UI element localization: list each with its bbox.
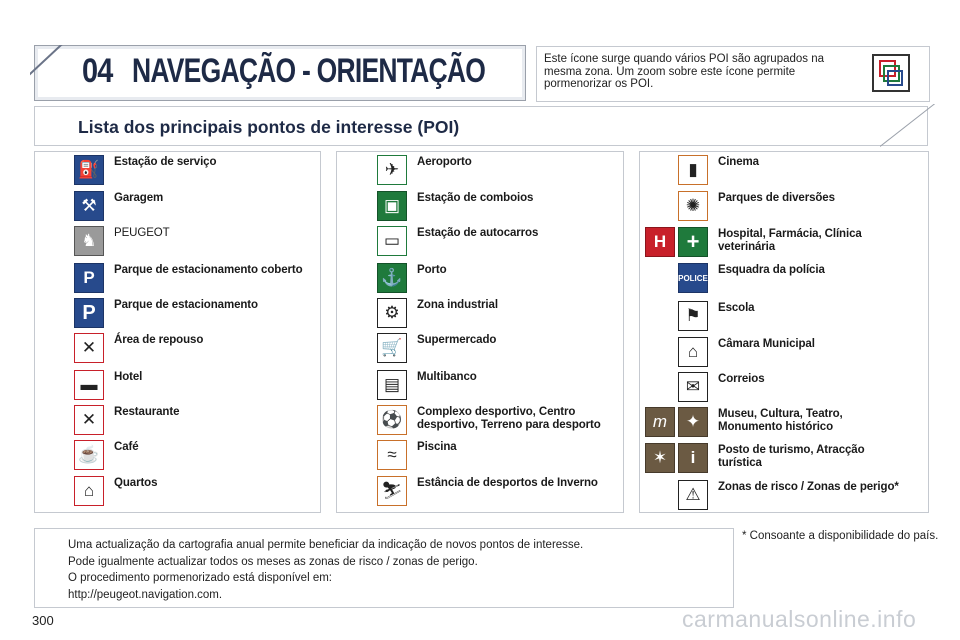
poi-item bbox=[678, 155, 759, 185]
page-number: 300 bbox=[32, 613, 54, 628]
poi-label: Escola bbox=[718, 302, 755, 314]
rest-area-icon: ✕ bbox=[74, 333, 104, 363]
supermarket-icon: 🛒 bbox=[377, 333, 407, 363]
poi-item bbox=[678, 191, 835, 221]
poi-label: Posto de turismo, Atracção turística bbox=[718, 444, 865, 469]
tourism-icon: i bbox=[678, 443, 708, 473]
navigation-url[interactable]: http://peugeot.navigation.com. bbox=[68, 589, 223, 601]
poi-label: Garagem bbox=[114, 192, 164, 204]
poi-item bbox=[377, 440, 457, 470]
poi-label: Multibanco bbox=[417, 371, 477, 383]
poi-item bbox=[74, 440, 139, 470]
chapter-title: NAVEGAÇÃO - ORIENTAÇÃO bbox=[132, 52, 486, 90]
section-title: Lista dos principais pontos de interesse (POI) bbox=[78, 117, 460, 137]
covered-parking-icon: P bbox=[74, 263, 104, 293]
amusement-icon: ✺ bbox=[678, 191, 708, 221]
peugeot-icon: ♞ bbox=[74, 226, 104, 256]
poi-label: Estação de autocarros bbox=[417, 227, 539, 239]
header-corner bbox=[30, 45, 90, 103]
poi-label: Complexo desportivo, Centro desportivo, Terreno para desporto bbox=[417, 406, 601, 431]
poi-label: Estação de comboios bbox=[417, 192, 534, 204]
poi-item bbox=[645, 407, 888, 437]
sport-icon: ⚽ bbox=[377, 405, 407, 435]
rooms-icon: ⌂ bbox=[74, 476, 104, 506]
poi-item bbox=[377, 298, 498, 328]
pool-icon: ≈ bbox=[377, 440, 407, 470]
poi-label: Zona industrial bbox=[417, 299, 498, 311]
poi-item bbox=[74, 263, 303, 293]
poi-item bbox=[645, 443, 888, 473]
airport-icon: ✈ bbox=[377, 155, 407, 185]
port-icon: ⚓ bbox=[377, 263, 407, 293]
cluster-note-text: Este ícone surge quando vários POI são agrupados na mesma zona. Um zoom sobre este ícone permite pormenorizar os POI. bbox=[544, 53, 825, 90]
poi-item bbox=[678, 263, 825, 293]
poi-item bbox=[74, 333, 203, 363]
cinema-icon: ▮ bbox=[678, 155, 708, 185]
fuel-icon: ⛽ bbox=[74, 155, 104, 185]
hospital-icon: H bbox=[645, 227, 675, 257]
poi-label: Restaurante bbox=[114, 406, 180, 418]
industrial-icon: ⚙ bbox=[377, 298, 407, 328]
atm-icon: ▤ bbox=[377, 370, 407, 400]
pharmacy-icon: + bbox=[678, 227, 708, 257]
post-icon: ✉ bbox=[678, 372, 708, 402]
poi-item bbox=[74, 476, 157, 506]
cluster-icon bbox=[872, 54, 910, 92]
poi-item bbox=[74, 191, 163, 221]
poi-label: Esquadra da polícia bbox=[718, 264, 825, 276]
poi-item bbox=[678, 480, 899, 510]
footnote: * Consoante a disponibilidade do país. bbox=[742, 530, 939, 542]
hotel-icon: ▬ bbox=[74, 370, 104, 400]
poi-item bbox=[678, 337, 815, 367]
poi-label: Porto bbox=[417, 264, 447, 276]
poi-item bbox=[74, 155, 216, 185]
update-info-line: O procedimento pormenorizado está disponível em: bbox=[68, 572, 333, 584]
poi-label: Correios bbox=[718, 373, 765, 385]
poi-item bbox=[74, 226, 170, 256]
danger-icon: ⚠ bbox=[678, 480, 708, 510]
watermark: carmanualsonline.info bbox=[682, 606, 917, 632]
poi-label: Hospital, Farmácia, Clínica veterinária bbox=[718, 228, 862, 253]
poi-label: Zonas de risco / Zonas de perigo* bbox=[718, 481, 899, 493]
poi-item bbox=[74, 405, 179, 435]
restaurant-icon: ✕ bbox=[74, 405, 104, 435]
poi-label: Cinema bbox=[718, 156, 759, 168]
monument-icon: ✦ bbox=[678, 407, 708, 437]
poi-label: Aeroporto bbox=[417, 156, 472, 168]
section-corner bbox=[880, 104, 935, 148]
town-hall-icon: ⌂ bbox=[678, 337, 708, 367]
train-icon: ▣ bbox=[377, 191, 407, 221]
poi-label: Supermercado bbox=[417, 334, 497, 346]
ski-icon: ⛷ bbox=[377, 476, 407, 506]
poi-label: Parque de estacionamento bbox=[114, 299, 258, 311]
parking-icon: P bbox=[74, 298, 104, 328]
poi-label: Câmara Municipal bbox=[718, 338, 815, 350]
poi-item bbox=[377, 226, 538, 256]
poi-item bbox=[377, 191, 533, 221]
poi-item bbox=[377, 155, 472, 185]
poi-item bbox=[74, 298, 258, 328]
poi-item bbox=[377, 263, 447, 293]
poi-item bbox=[377, 370, 477, 400]
update-info-line: Pode igualmente actualizar todos os meses as zonas de risco / zonas de perigo. bbox=[68, 556, 478, 568]
poi-label: Museu, Cultura, Teatro, Monumento histórico bbox=[718, 408, 843, 433]
garage-icon: ⚒ bbox=[74, 191, 104, 221]
cafe-icon: ☕ bbox=[74, 440, 104, 470]
poi-label: PEUGEOT bbox=[114, 227, 170, 239]
poi-item bbox=[74, 370, 142, 400]
poi-item bbox=[678, 301, 754, 331]
update-info-line: Uma actualização da cartografia anual permite beneficiar da indicação de novos pontos de interesse. bbox=[68, 539, 584, 551]
chapter-number: 04 bbox=[82, 52, 113, 90]
poi-label: Área de repouso bbox=[114, 334, 204, 346]
poi-label: Quartos bbox=[114, 477, 158, 489]
police-icon: POLICE bbox=[678, 263, 708, 293]
poi-label: Café bbox=[114, 441, 139, 453]
poi-item bbox=[377, 476, 598, 506]
poi-label: Parque de estacionamento coberto bbox=[114, 264, 303, 276]
poi-item bbox=[377, 405, 617, 435]
poi-label: Hotel bbox=[114, 371, 143, 383]
poi-item bbox=[645, 227, 888, 257]
school-icon: ⚑ bbox=[678, 301, 708, 331]
poi-label: Estância de desportos de Inverno bbox=[417, 477, 598, 489]
poi-item bbox=[377, 333, 496, 363]
museum-icon: m bbox=[645, 407, 675, 437]
poi-label: Parques de diversões bbox=[718, 192, 835, 204]
attraction-icon: ✶ bbox=[645, 443, 675, 473]
poi-item bbox=[678, 372, 765, 402]
poi-label: Piscina bbox=[417, 441, 457, 453]
poi-label: Estação de serviço bbox=[114, 156, 217, 168]
bus-icon: ▭ bbox=[377, 226, 407, 256]
